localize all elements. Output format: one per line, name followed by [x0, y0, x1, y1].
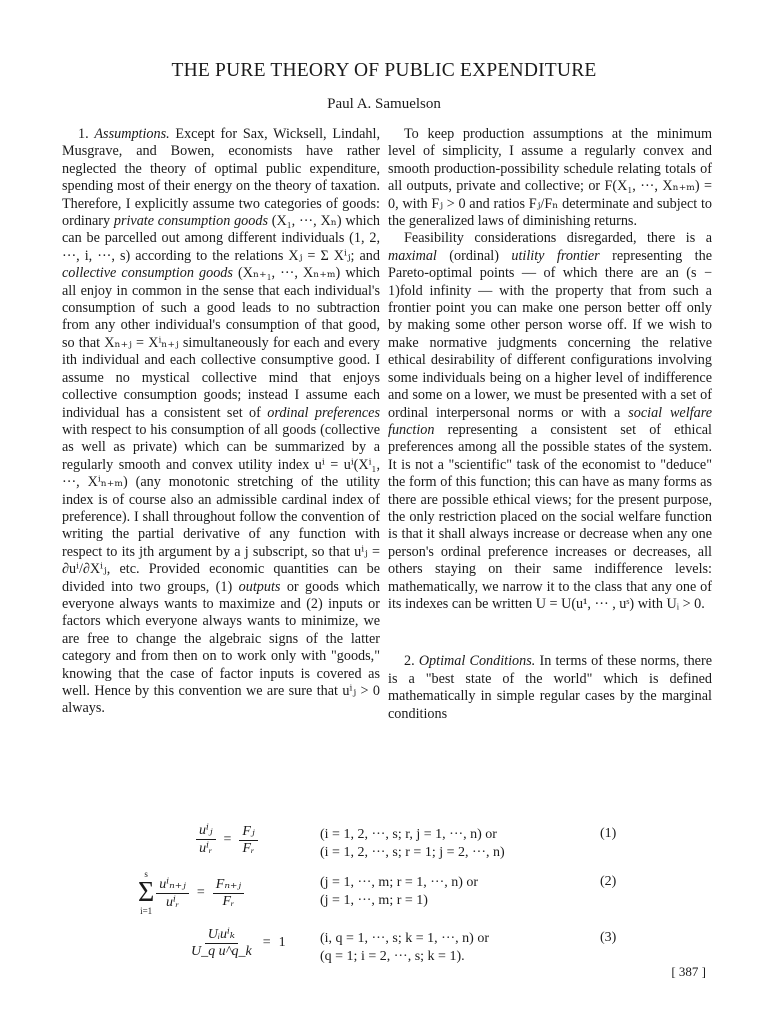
right-column [388, 126, 712, 723]
term-ordinal-preferences: ordinal preferences [267, 404, 380, 421]
eq3-lhs-numerator: Uᵢuⁱₖ [205, 926, 238, 944]
equation-1 [196, 822, 258, 857]
paragraph-text: (X₁, ···, Xₙ) which can be parcelled out among different individuals (1, 2, ···, i, ···, s) according to the relations Xⱼ = Σ Xⁱⱼ; and [62, 213, 380, 264]
paragraph-text: In terms of these norms, there is a "best state of the world" which is defined mathematically in simple regular cases by the marginal conditions [388, 653, 712, 722]
eq1-number: (1) [600, 826, 617, 841]
sum-lower-limit: i=1 [140, 906, 153, 916]
paragraph-text: Feasibility considerations disregarded, there is a [404, 230, 712, 247]
paragraph-text: or goods which everyone always wants to maximize and (2) inputs or factors which everyone always wants to minimize, we are free to change the algebraic signs of the latter category and from then on to work only with "goods," knowing that the case of factor inputs is covered as well. Hence by this convention we are sure that uⁱⱼ > 0 always. [62, 578, 381, 717]
eq2-condition-2: (j = 1, ···, m; r = 1) [320, 893, 428, 908]
paragraph-text: representing a consistent set of ethical preferences among all the possible states of the system. It is not a "scientific" task of the economist to "deduce" the form of this function; this can have as many forms as there are possible ethical views; for the present purpose, the only restriction placed on the social welfare function is that it shall always increase or decrease when any one person's ordinal preference increases or decreases, all others staying on their same indifference levels: mathematically, we narrow it to the class that any one of its indexes can be written U = U(u¹, ··· , uˢ) with Uᵢ > 0. [388, 421, 712, 612]
eq2-condition-1: (j = 1, ···, m; r = 1, ···, n) or [320, 875, 479, 890]
page-number: [ 387 ] [671, 964, 706, 979]
equation-3 [188, 926, 286, 960]
eq1-lhs-fraction [196, 822, 216, 857]
equation-2 [138, 870, 244, 916]
eq3-condition-2: (q = 1; i = 2, ···, s; k = 1). [320, 949, 465, 964]
eq1-lhs-denominator: uⁱᵣ [199, 841, 213, 856]
paragraph-text: (ordinal) [449, 247, 499, 264]
paragraph-optimal-conditions [388, 653, 712, 723]
eq1-condition-2: (i = 1, 2, ···, s; r = 1; j = 2, ···, n) [320, 845, 505, 860]
sum-upper-limit: s [144, 869, 148, 879]
eq1-rhs-fraction [239, 823, 257, 857]
section-number: 2. [404, 653, 415, 670]
paragraph-text: representing the Pareto-optimal points — of which there are an (s − 1)fold infinity — with the property that from such a frontier point you can make one person better off only by making some other person worse off. If we wish to make normative judgments concerning the relative ethical desirability of different configurations involving some individuals being on a higher level of indifference and some on a lower, we must be presented with a set of ordinal interpersonal norms or with a [388, 247, 712, 421]
sigma-glyph: Σ [138, 877, 155, 908]
paragraph-feasibility [388, 230, 712, 613]
paragraph-production: To keep production assumptions at the minimum level of simplicity, I assume a regularly convex and smooth production-possibility schedule relating totals of all outputs, private and collective; or F(X₁, ···, Xₙ₊ₘ) = 0, with Fⱼ > 0 and ratios Fⱼ/Fₙ determinate and subject to the generalized laws of diminishing returns. [388, 126, 712, 230]
equals-sign: = [223, 831, 232, 847]
term-private-goods: private consumption goods [113, 213, 268, 230]
section-number: 1. [78, 126, 89, 142]
eq1-condition-1: (i = 1, 2, ···, s; r, j = 1, ···, n) or [320, 827, 497, 842]
equals-sign: = [196, 885, 205, 900]
eq3-lhs-fraction [188, 926, 255, 960]
eq2-lhs-numerator: uⁱₙ₊ⱼ [156, 876, 189, 894]
eq3-rhs: 1 [278, 935, 286, 950]
eq3-lhs-denominator: U_q u^q_k [191, 944, 252, 959]
term-collective-goods: collective consumption goods [62, 265, 233, 282]
paragraph-text: Except for Sax, Wicksell, Lindahl, Musgrave, and Bowen, economists have rather neglected the theory of optimal public expenditure, spending most of their energy on the theory of taxation. Therefore, I explicitly assume two categories of goods: ordinary [62, 126, 380, 230]
eq1-lhs-numerator: uⁱⱼ [196, 822, 216, 840]
eq1-rhs-numerator: Fⱼ [239, 823, 257, 841]
paper-author: Paul A. Samuelson [327, 96, 441, 112]
term-outputs: outputs [238, 578, 281, 595]
eq2-rhs-numerator: Fₙ₊ⱼ [213, 876, 244, 894]
term-maximal: maximal [388, 247, 437, 264]
paragraph-assumptions [62, 126, 380, 718]
section-heading-assumptions: Assumptions. [94, 126, 170, 142]
eq2-lhs-fraction [156, 876, 189, 911]
eq2-lhs-denominator: uⁱᵣ [165, 894, 180, 910]
term-social-welfare-function: social welfare function [388, 404, 712, 438]
eq3-number: (3) [600, 930, 617, 945]
equals-sign: = [262, 935, 271, 950]
summation-sign [138, 870, 154, 916]
paragraph-text: with respect to his consumption of all goods (collective as well as private) which can be summarized by a regularly smooth and convex utility index uⁱ = uⁱ(Xⁱ₁, ···, Xⁱₙ₊ₘ) (any monotonic stretching of the utility index is of course also an admissible cardinal index of preference). I shall throughout follow the convention of writing the partial derivative of any function with respect to its jth argument by a j subscript, so that uⁱⱼ = ∂uⁱ/∂Xⁱⱼ, etc. Provided economic quantities can be divided into two groups, (1) [62, 421, 380, 595]
eq2-rhs-denominator: Fᵣ [222, 894, 235, 909]
left-column [62, 126, 380, 718]
paper-title: THE PURE THEORY OF PUBLIC EXPENDITURE [171, 60, 597, 81]
eq3-condition-1: (i, q = 1, ···, s; k = 1, ···, n) or [320, 931, 489, 946]
section-heading-optimal: Optimal Conditions. [418, 653, 536, 670]
paragraph-text: (Xₙ₊₁, ···, Xₙ₊ₘ) which all enjoy in common in the sense that each individual's consumption of such a good leads to no subtraction from any other individual's consumption of that good, so that Xₙ₊ⱼ = Xⁱₙ₊ⱼ simultaneously for each and every ith individual and each collective consumptive good. I assume no mystical collective mind that enjoys collective consumption goods; instead I assume each individual has a consistent set of [62, 265, 380, 421]
eq1-rhs-denominator: Fᵣ [242, 840, 255, 856]
eq2-number: (2) [600, 874, 617, 889]
eq2-rhs-fraction [213, 876, 244, 910]
term-utility-frontier: utility frontier [511, 247, 600, 264]
